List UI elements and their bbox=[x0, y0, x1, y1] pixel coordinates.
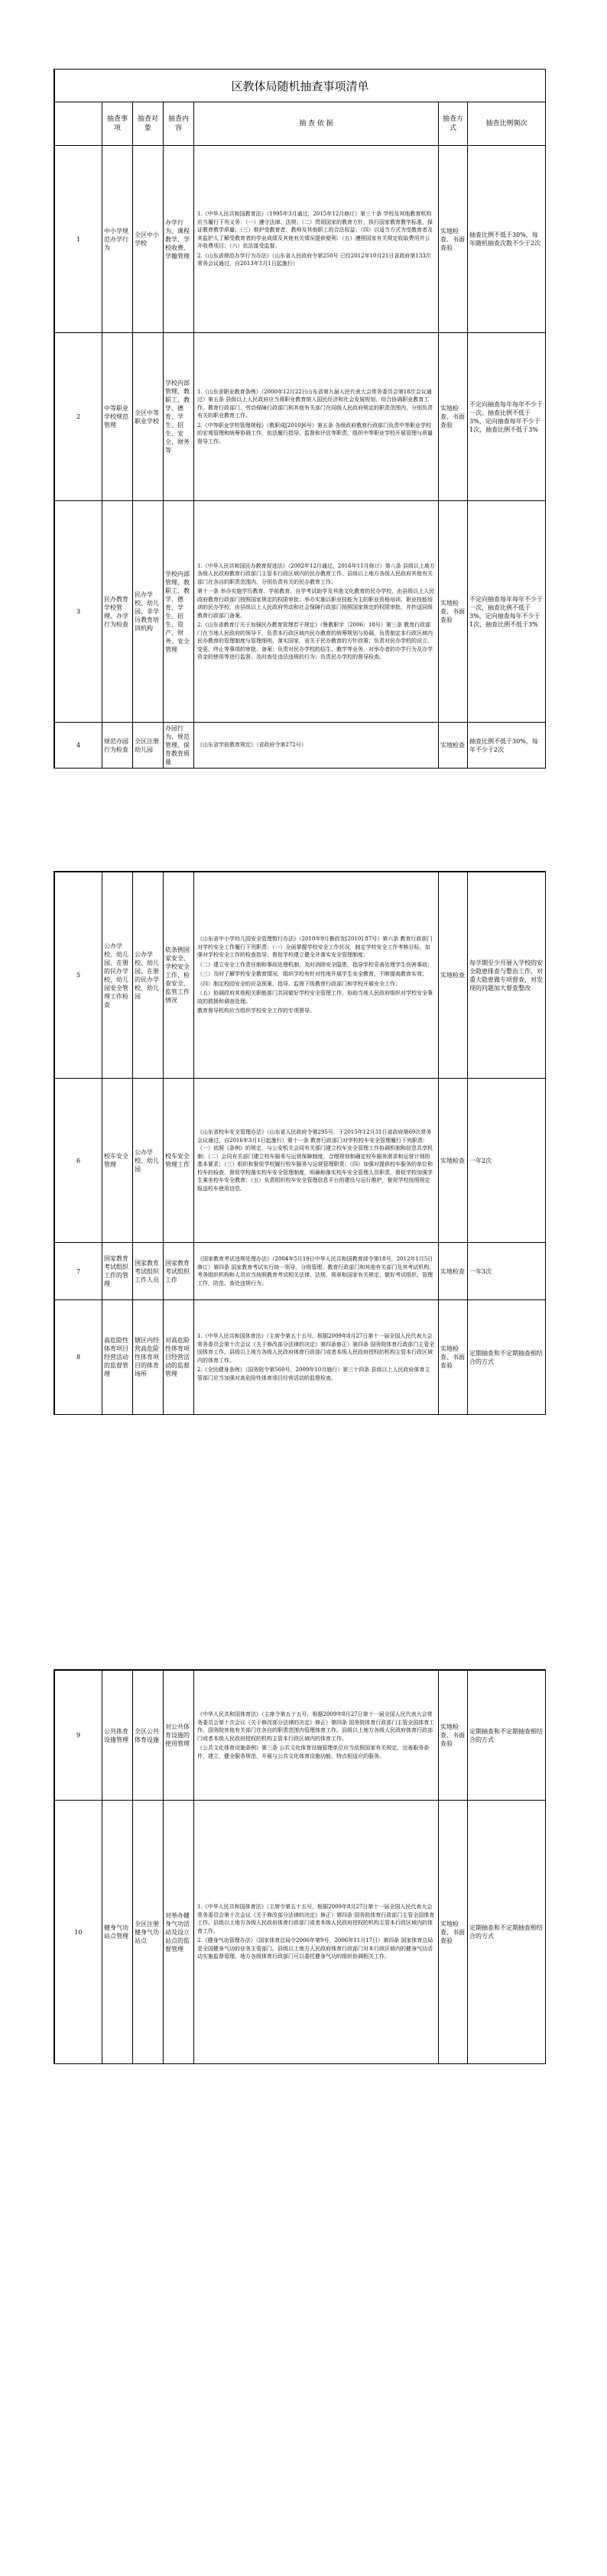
row-item: 校车安全管理 bbox=[102, 1079, 133, 1243]
row-target: 辖区内经营高危险性体育项目的体育场所 bbox=[133, 1300, 164, 1415]
row-content: 对高危险性体育项目经营活动的监督管理 bbox=[164, 1300, 194, 1415]
row-method: 实地检查 bbox=[439, 723, 468, 769]
row-basis: 1.《中华人民共和国体育法》（主席令第五十五号，根据2009年8月27日第十一届全国人民代表大会常务委员会第十次会议《关于修改部分法律的决定》第四条修正）第四条 国务院体育行政部门主管全国体育工作。县级以上地方各级人民政府体育行政部门或者本级人民政府授权的机构主管本行政区域内的体育工作。 2.《全民健身条例》（国务院令第560号，2009年10月施行）第三十四条 县级以上人民政府体育主管部门应当加强对高危险性体育项目经营活动的监督检查。 bbox=[194, 1300, 439, 1415]
row-method: 实地检查、书面查验 bbox=[439, 501, 468, 723]
header-content: 抽查内容 bbox=[164, 102, 194, 146]
inspection-table-part-2 bbox=[54, 872, 546, 1415]
table-row bbox=[55, 872, 546, 1079]
row-item: 国家教育考试组织工作的管理 bbox=[102, 1243, 133, 1300]
row-method: 实地检查 bbox=[439, 1243, 468, 1300]
row-target: 全区注册幼儿园 bbox=[133, 723, 164, 769]
row-ratio: 定期抽查和不定期抽查相结合的方式 bbox=[468, 1801, 546, 2064]
table-row bbox=[55, 1801, 546, 2064]
header-index bbox=[55, 102, 102, 146]
row-content: 校车安全管理工作 bbox=[164, 1079, 194, 1243]
row-target: 国家教育考试组织工作人员 bbox=[133, 1243, 164, 1300]
table-header bbox=[55, 102, 546, 146]
row-target: 公办学校、幼儿园 bbox=[133, 1079, 164, 1243]
row-method: 实地检查、书面查验 bbox=[439, 1300, 468, 1415]
row-ratio: 抽查比例不低于30%，每年不少于2次 bbox=[468, 723, 546, 769]
table-row bbox=[55, 501, 546, 723]
row-method: 实地检查、书面查验 bbox=[439, 146, 468, 333]
row-basis: 《山东省中小学幼儿园安全管理暂行办法》（2010年9月鲁政发[2010] 87号）第六条 教育行政部门对学校安全工作履行下列职责：（一）全面掌握学校安全工作状况，制定学校安全工作考核目标，加强对学校安全工作的检查指导，督促学校建立健全并落实安全管理制度； （二）建立安全工作责任制和事故处理机制，及时消除安全隐患，指导学校妥善处理学生伤害事故； （三）及时了解学校安全教育情况，组织学校有针对性地开展学生安全教育，不断提高教育实效； （四）制定校园安全的应急预案，指导、监督下级教育行政部门和学校开展安全工作； （五）协调政府其他相关职能部门共同做好学校安全管理工作，协助当地人民政府组织对学校安全事故的救援和调查处理。 教育督导机构应当组织学校安全工作的专项督导。 bbox=[194, 872, 439, 1079]
table-row bbox=[55, 1243, 546, 1300]
row-item: 健身气功站点管理 bbox=[102, 1801, 133, 2064]
table-row bbox=[55, 723, 546, 769]
row-item: 中小学规范办学行为 bbox=[102, 146, 133, 333]
row-content: 办园行为、规范管理、保育教育质量 bbox=[164, 723, 194, 769]
row-index: 3 bbox=[55, 501, 102, 723]
rows-part-1 bbox=[55, 146, 546, 769]
row-target: 全区注册健身气功站点 bbox=[133, 1801, 164, 2064]
row-index: 4 bbox=[55, 723, 102, 769]
row-target: 全区中小学校 bbox=[133, 146, 164, 333]
rows-part-3 bbox=[55, 1671, 546, 2064]
row-ratio: 一年3次 bbox=[468, 1243, 546, 1300]
row-item: 中等职业学校规范管理 bbox=[102, 333, 133, 501]
row-index: 7 bbox=[55, 1243, 102, 1300]
row-item: 民办教育学校管理、办学行为检查 bbox=[102, 501, 133, 723]
row-index: 8 bbox=[55, 1300, 102, 1415]
row-ratio: 抽查比例不低于30%，每年随机抽查次数不少于2次 bbox=[468, 146, 546, 333]
inspection-table-part-1 bbox=[54, 70, 546, 769]
row-ratio: 定期抽查和不定期抽查相结合的方式 bbox=[468, 1300, 546, 1415]
row-index: 5 bbox=[55, 872, 102, 1079]
row-item: 规范办园行为检查 bbox=[102, 723, 133, 769]
table-row bbox=[55, 1671, 546, 1801]
table-row bbox=[55, 1079, 546, 1243]
row-item: 高危险性体育项目经营活动的监督管理 bbox=[102, 1300, 133, 1415]
table-row bbox=[55, 146, 546, 333]
row-item: 公办学校、幼儿园、在册的民办学校、幼儿园安全管理工作检查 bbox=[102, 872, 133, 1079]
row-content: 对公共体育设施的使用管理 bbox=[164, 1671, 194, 1801]
row-target: 全区中等职业学校 bbox=[133, 333, 164, 501]
header-ratio: 抽查比例频次 bbox=[468, 102, 546, 146]
row-method: 实地检查 bbox=[439, 1079, 468, 1243]
row-item: 公共体育设施管理 bbox=[102, 1671, 133, 1801]
row-method: 实地检查 bbox=[439, 872, 468, 1079]
header-item: 抽查事项 bbox=[102, 102, 133, 146]
row-index: 6 bbox=[55, 1079, 102, 1243]
row-method: 实地检查、书面查验 bbox=[439, 333, 468, 501]
inspection-list-sheet bbox=[54, 69, 546, 769]
row-target: 民办学校、幼儿园、非学历教育培训机构 bbox=[133, 501, 164, 723]
row-ratio: 一年2次 bbox=[468, 1079, 546, 1243]
row-method: 实地检查、书面查验 bbox=[439, 1801, 468, 2064]
row-target: 公办学校、幼儿园、在册的民办学校、幼儿园 bbox=[133, 872, 164, 1079]
row-basis: 1.《中华人民共和国民办教育促进法》（2002年12月通过，2016年11月修订）第八条 县级以上地方各级人民政府教育行政部门主管本行政区域内的民办教育工作。县级以上地方各级人民政府其他有关部门在各自的职责范围内，分别负责有关的民办教育工作。 第十一条 举办实施学历教育、学前教育、自学考试助学及其他文化教育的民办学校，由县级以上人民政府教育行政部门按照国家规定的权限审批；举办实施以职业技能为主的职业资格培训、职业技能培训的民办学校，由县级以上人民政府劳动和社会保障行政部门按照国家规定的权限审批，并抄送同级教育行政部门备案。 2.《山东省教育厅关于加强民办教育管理若干规定》（鲁教职字〔2006〕18号）第三条 教育行政部门在当地人民政府的领导下，负责本行政区域内民办教育的统筹规划与协调，负责制定本行政区域内民办教育的管理制度与管理细则，落实国家、省关于民办教育的方针政策；负责对民办学校的设立、变更、终止等事项的审批、备案；负责对民办学校的招生、教学等业务，对举办者的办学行为及办学资金的使用等进行监督，及时查处违法违规的行为；负责民办学校的督导检查。 bbox=[194, 501, 439, 723]
row-ratio: 每学期至少开展入学校的安全隐患排查与整治工作，对重大隐患做专项督查，对发现的问题加大督查整改 bbox=[468, 872, 546, 1079]
row-target: 全区公共体育设施 bbox=[133, 1671, 164, 1801]
row-index: 1 bbox=[55, 146, 102, 333]
row-basis: 1.《山东省职业教育条例》（2000年12月22日山东省第九届人民代表大会常务委员会第18次会议通过）第五条 县级以上人民政府应当将职业教育纳入国民经济和社会发展规划，综合协调职业教育工作。教育行政部门、劳动保障行政部门和其他有关部门在同级人民政府规定的职责范围内，分别负责有关的职业教育工作。 2.《中等职业学校管理规程》（教职成[2010]6号）第五条 各级政府教育行政部门负责中等职业学校的宏观管理和统筹协调工作，依法履行指导、监督和评估等职责，组织中等职业学校开展管理与质量督导工作。 bbox=[194, 333, 439, 501]
header-method: 抽查方式 bbox=[439, 102, 468, 146]
row-content: 国家教育考试组织工作 bbox=[164, 1243, 194, 1300]
row-index: 10 bbox=[55, 1801, 102, 2064]
row-content: 学校内部管理、教职工、教学、德育、学生、招生、资产、财务、安全管理 bbox=[164, 501, 194, 723]
rows-part-2 bbox=[55, 872, 546, 1415]
row-basis: 1.《中华人民共和国体育法》（主席令第五十五号，根据2009年8月27日第十一届全国人民代表大会常务委员会第十次会议《关于修改部分法律的决定》修正）第四条 国务院体育行政部门主管全国体育工作。县级以上地方各级人民政府体育行政部门或者本级人民政府授权的机构主管本行政区域内的体育工作。 2.《健身气功管理办法》（国家体育总局令2006年第9号，2006年11月17日）第四条 国家体育总局是全国健身气功的业务主管部门。县级以上地方人民政府体育行政部门对本行政区域内的健身气功活动实施监督管理。地方各级体育行政部门可以委托健身气功的组织协调相关工作。 bbox=[194, 1801, 439, 2064]
row-content: 依条例国家安全、学校安全工作，检查安全、监管工作情况 bbox=[164, 872, 194, 1079]
row-index: 2 bbox=[55, 333, 102, 501]
row-basis: 《国家教育考试违规处理办法》（2004年5月19日中华人民共和国教育部令第18号，2012年1月5日修订）第四条 国家教育考试实行统一领导，分级管理。教育行政部门和其他有关部门及其考试机构、考务组织机构和人员应当按照教育考试相关法律、法规、规章和国家有关规定，做好考试组织、管理工作，防范、查处违规行为。 bbox=[194, 1243, 439, 1300]
row-content: 学校内部管理、教职工、教学、德育、学生、招生、安全、财务等 bbox=[164, 333, 194, 501]
row-basis: 《山东省校车安全管理办法》（山东省人民政府令第295号，于2015年12月31日省政府第69次常务会议通过，自2016年3月1日起施行）第十一条 教育行政部门对学校校车安全管理履行下列职责：（一）依照《条例》的规定，与公安机关会同有关部门建立校车安全管理工作协调机制和信息共享机制；（二）会同有关部门建立校车服务与运营保障制度，合理规划和确定校车服务需求和运营计划的基本要求；（三）组织和督促学校履行校车服务与运营管理职责；（四）加强对提供校车服务的单位和校车的检查，督促学校落实校车安全管理制度，明确和落实校车安全管理人员职责，督促学校加强学生乘坐校车安全教育；（五）负责组织校车安全管理信息平台的建设与运行维护，督促学校按照规定报送校车使用信息。 bbox=[194, 1079, 439, 1243]
table-row bbox=[55, 1300, 546, 1415]
table-row bbox=[55, 333, 546, 501]
header-target: 抽查对象 bbox=[133, 102, 164, 146]
row-ratio: 定期抽查和不定期抽查相结合的方式 bbox=[468, 1671, 546, 1801]
inspection-list-sheet-2 bbox=[54, 871, 546, 1415]
row-basis: 《中华人民共和国体育法》（主席令第五十五号，根据2009年8月27日第十一届全国人民代表大会常务委员会第十次会议《关于修改部分法律的决定》修正）第四条 国务院体育行政部门主管全国体育工作。国务院其他有关部门在各自的职责范围内管理体育工作。县级以上地方各级人民政府体育行政部门或者本级人民政府授权的机构主管本行政区域内的体育工作。 《公共文化体育设施条例》第三条 公共文化体育设施管理单位应当依照国家有关规定，完善服务条件，建立、健全服务规范，开展与公共文化体育设施功能、特点相适应的服务。 bbox=[194, 1671, 439, 1801]
row-index: 9 bbox=[55, 1671, 102, 1801]
row-content: 对举办健身气功活动及设立站点的监督管理 bbox=[164, 1801, 194, 2064]
row-basis: 《山东省学前教育规定》（省政府令第272号） bbox=[194, 723, 439, 769]
row-method: 实地检查、书面查验 bbox=[439, 1671, 468, 1801]
row-ratio: 不定向抽查每年每年不少于一次，抽查比例不低于3%，定向抽查每年不少于1次，抽查比例不低于3% bbox=[468, 501, 546, 723]
inspection-list-sheet-3 bbox=[54, 1669, 546, 2064]
header-basis: 抽 查 依 据 bbox=[194, 102, 439, 146]
row-ratio: 不定向抽查每年每年不少于一次。抽查比例不低于3%，定向抽查每年不少于1次，抽查比例不低于3% bbox=[468, 333, 546, 501]
row-content: 办学行为、课程教学、学校收费、学籍管理 bbox=[164, 146, 194, 333]
inspection-table-part-3 bbox=[54, 1670, 546, 2064]
page-title: 区教体局随机抽查事项清单 bbox=[55, 70, 546, 102]
row-basis: 1.《中华人民共和国教育法》（1995年3月通过，2015年12月修订）第三十条 学校及其他教育机构应当履行下列义务：（一）遵守法律、法规；（二）贯彻国家的教育方针，执行国家教育教学标准，保证教育教学质量；（三）维护受教育者、教师及其他职工的合法权益；（四）以适当方式为受教育者及其监护人了解受教育者的学业成绩及其他有关情况提供便利；（五）遵照国家有关规定收取费用并公开收费项目；（六）依法接受监督。 2.《山东省规范办学行为办法》（山东省人民政府令第250号 已经2012年10月21日省政府第133次常务会议通过，自2013年1月1日起施行） bbox=[194, 146, 439, 333]
